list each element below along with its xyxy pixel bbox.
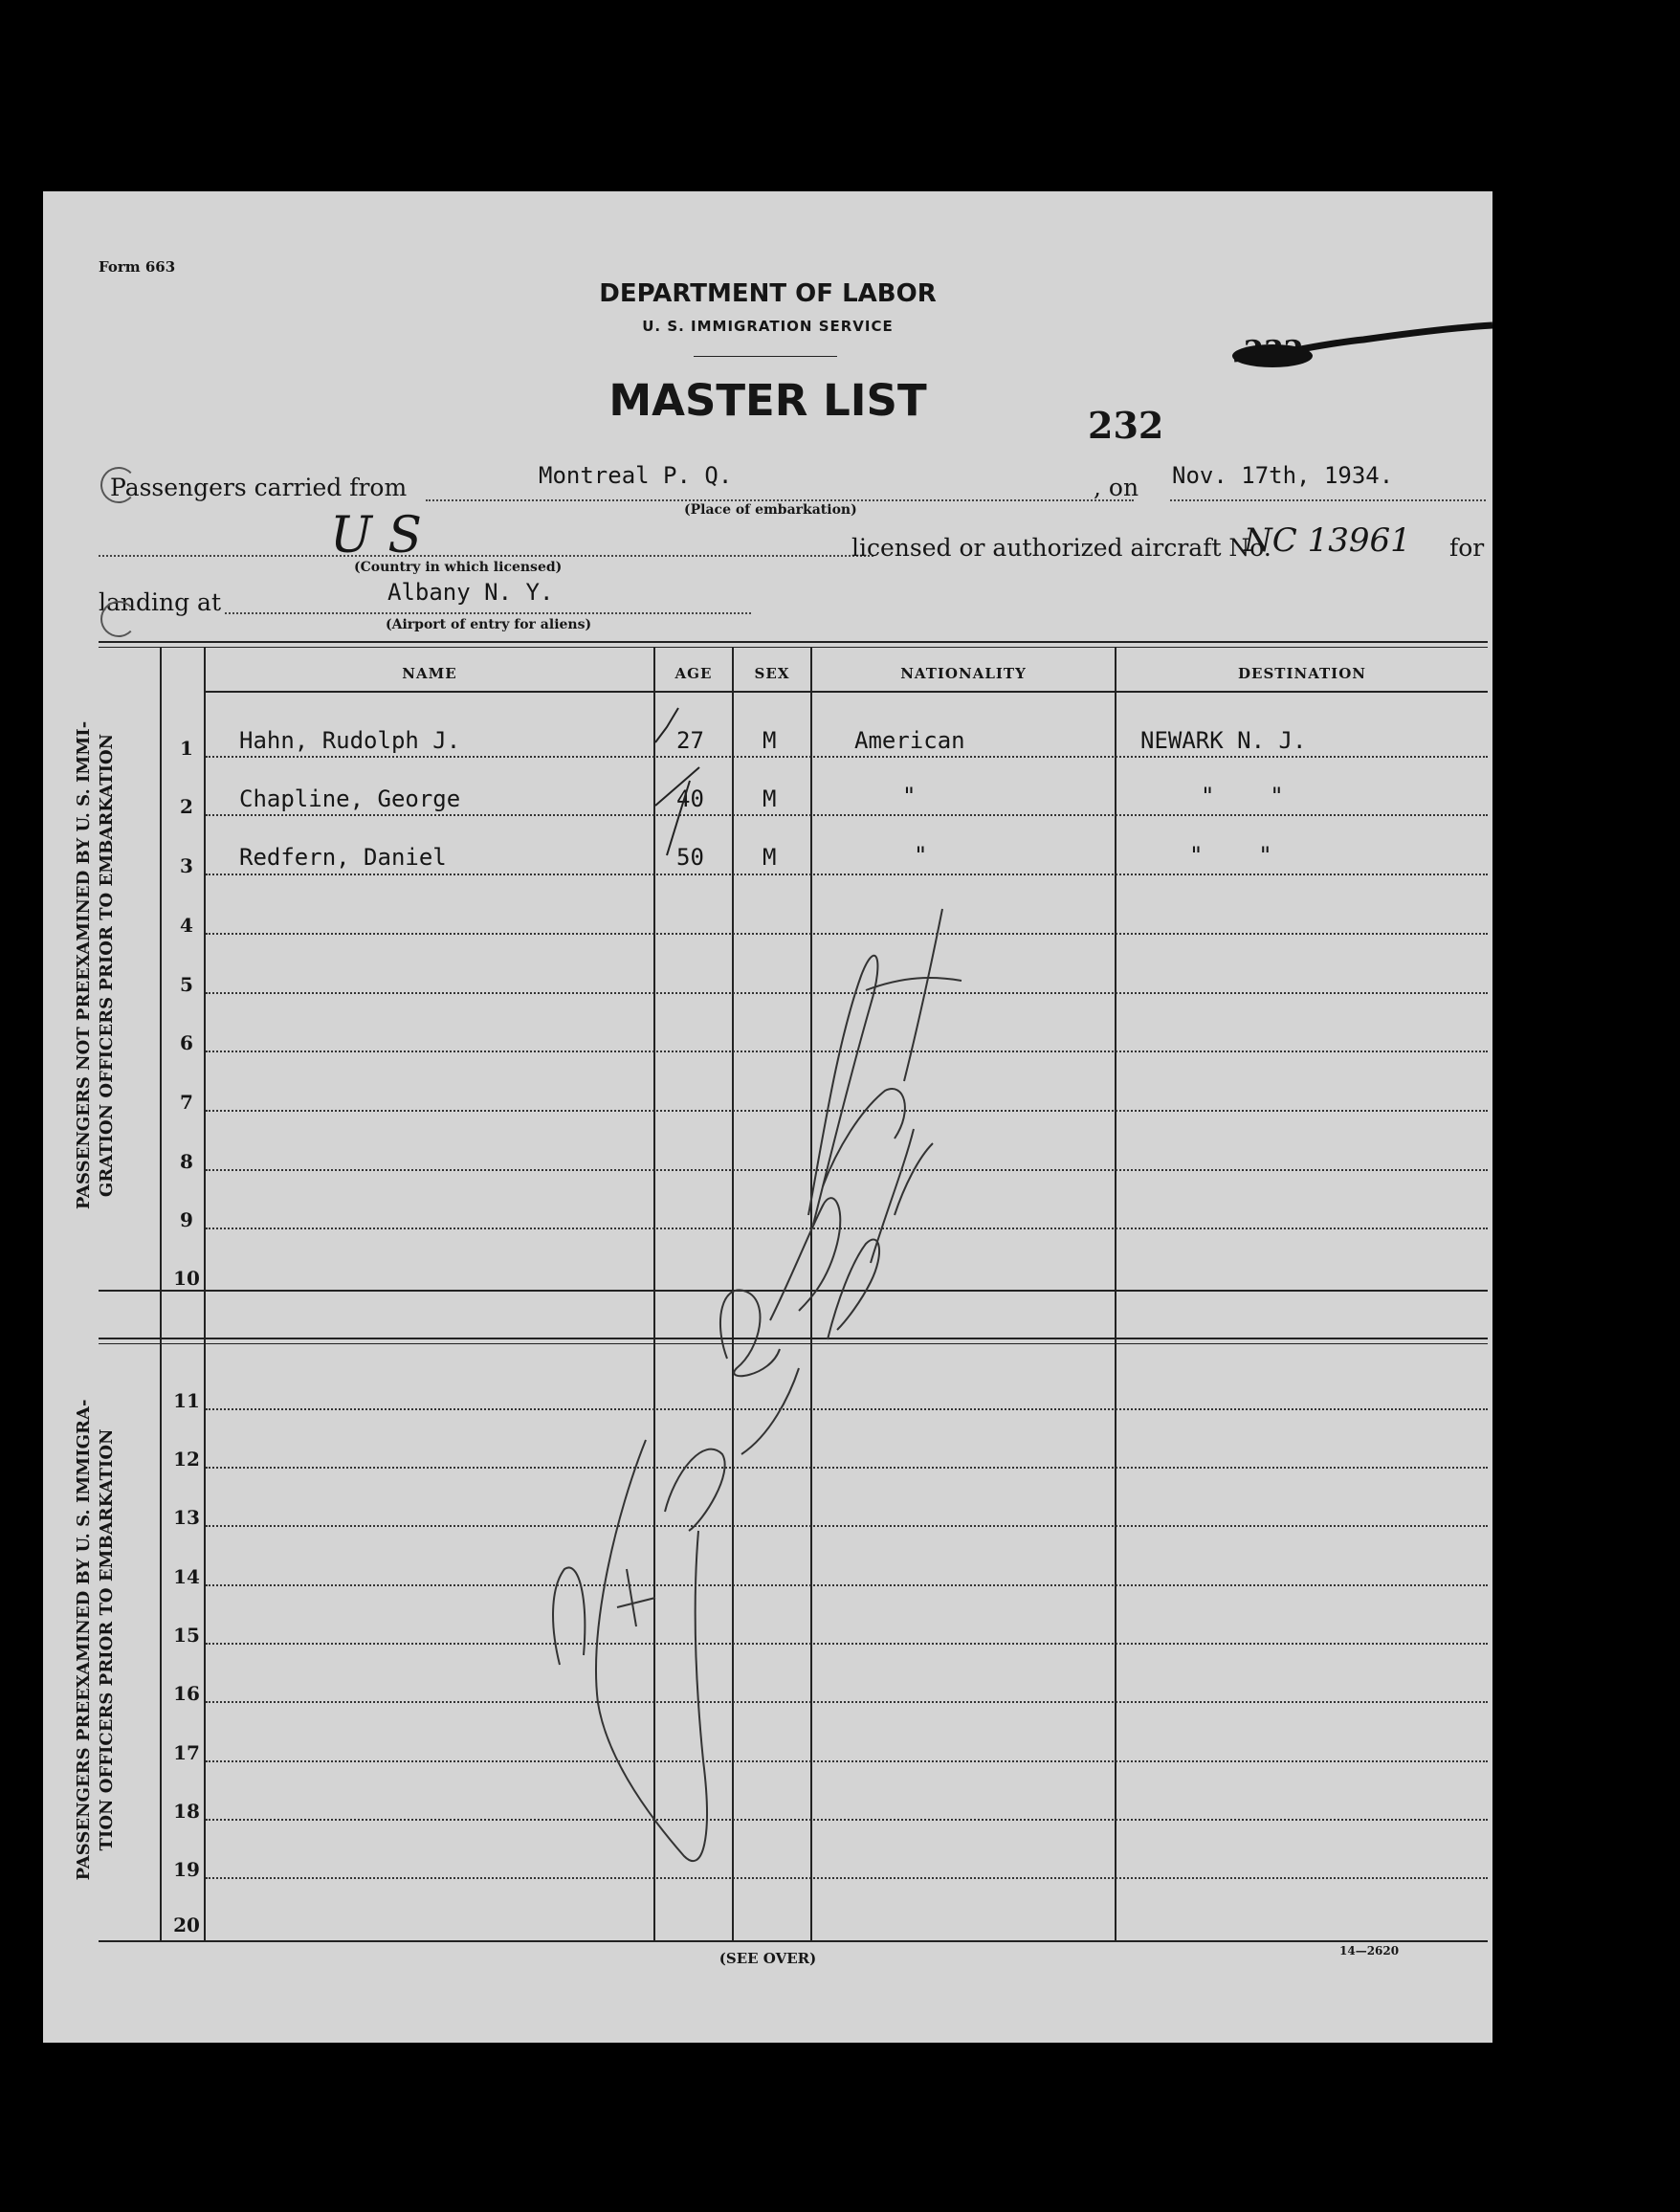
passenger-nationality: "	[902, 783, 917, 809]
row-number: 15	[173, 1624, 200, 1647]
country-value: U S	[330, 507, 422, 564]
row-number: 20	[173, 1913, 200, 1936]
row-number: 8	[180, 1150, 193, 1173]
row-number: 2	[180, 795, 193, 818]
place-caption: (Place of embarkation)	[684, 502, 857, 518]
header-bottom-rule	[206, 691, 1488, 693]
passenger-nationality: "	[914, 842, 928, 869]
row-number: 3	[180, 854, 193, 877]
table-top-rule	[99, 641, 1488, 643]
passenger-name: Redfern, Daniel	[239, 844, 447, 871]
passenger-sex: M	[763, 785, 777, 812]
row-number: 16	[173, 1682, 200, 1705]
handwritten-signature	[483, 899, 981, 1971]
hole-punch-top	[100, 467, 137, 503]
header-sex: SEX	[754, 665, 790, 682]
form-number: Form 663	[99, 258, 176, 276]
header-age: AGE	[674, 665, 713, 682]
passenger-destination: NEWARK N. J.	[1140, 727, 1307, 754]
passenger-destination: " "	[1201, 783, 1284, 809]
row-number: 11	[173, 1389, 200, 1412]
list-number: 232	[1088, 404, 1164, 447]
carried-from-label: Passengers carried from	[110, 474, 408, 501]
page-title: MASTER LIST	[608, 375, 927, 426]
passenger-name: Chapline, George	[239, 785, 461, 812]
department-heading: DEPARTMENT OF LABOR	[599, 279, 937, 308]
see-over-note: (SEE OVER)	[718, 1950, 817, 1967]
row-number: 4	[180, 914, 193, 937]
passenger-name: Hahn, Rudolph J.	[239, 727, 461, 754]
row-number: 13	[173, 1506, 200, 1529]
for-label: for	[1449, 534, 1485, 562]
row-number: 18	[173, 1800, 200, 1823]
col-divider-nat	[1115, 647, 1116, 1942]
airport-caption: (Airport of entry for aliens)	[386, 617, 592, 632]
header-destination: DESTINATION	[1238, 665, 1366, 682]
embarkation-line	[426, 499, 1134, 501]
row-number: 1	[180, 737, 193, 760]
passenger-nationality: American	[854, 727, 965, 754]
row-number: 10	[173, 1267, 200, 1290]
passenger-age: 50	[676, 844, 704, 871]
header-name: NAME	[402, 665, 457, 682]
row-number: 19	[173, 1858, 200, 1881]
country-line	[99, 555, 873, 557]
row-number: 12	[173, 1448, 200, 1471]
service-subheading: U. S. IMMIGRATION SERVICE	[642, 318, 894, 335]
row-number: 7	[180, 1091, 193, 1114]
date-value: Nov. 17th, 1934.	[1172, 462, 1394, 489]
passenger-age: 40	[676, 785, 704, 812]
table-top-rule-2	[99, 647, 1488, 648]
header-nationality: NATIONALITY	[900, 665, 1027, 682]
aircraft-label: licensed or authorized aircraft No.	[851, 534, 1271, 562]
date-line	[1170, 499, 1486, 501]
side-label-preexamined: PASSENGERS PREEXAMINED BY U. S. IMMIGRA- TION OFFICERS PRIOR TO EMBARKATION	[74, 1399, 117, 1881]
country-caption: (Country in which licensed)	[354, 560, 563, 575]
row-line-1	[206, 756, 1488, 758]
passenger-age: 27	[676, 727, 704, 754]
row-number: 14	[173, 1565, 200, 1588]
passenger-sex: M	[763, 844, 777, 871]
row-line-2	[206, 814, 1488, 816]
aircraft-number: NC 13961	[1244, 521, 1411, 560]
on-label: , on	[1094, 474, 1139, 501]
header-rule	[694, 356, 837, 357]
place-of-embarkation: Montreal P. Q.	[539, 462, 733, 489]
form-footer-code: 14—2620	[1339, 1944, 1400, 1958]
row-number: 17	[173, 1741, 200, 1764]
passenger-sex: M	[763, 727, 777, 754]
row-number: 5	[180, 973, 193, 996]
airport-line	[225, 612, 751, 614]
check-marks	[636, 689, 732, 880]
col-divider-side-bottom	[160, 1343, 162, 1942]
row-number: 6	[180, 1031, 193, 1054]
side-label-not-preexamined: PASSENGERS NOT PREEXAMINED BY U. S. IMMI- GRATION OFFICERS PRIOR TO EMBARKATION	[74, 720, 117, 1210]
row-line-3	[206, 874, 1488, 875]
airport-value: Albany N. Y.	[387, 579, 554, 606]
passenger-destination: " "	[1189, 842, 1272, 869]
hole-punch-bottom	[100, 601, 137, 637]
row-number: 9	[180, 1208, 193, 1231]
landing-label: landing at	[99, 588, 222, 616]
document-sheet	[43, 191, 1492, 2043]
strike-mark	[1229, 316, 1497, 383]
